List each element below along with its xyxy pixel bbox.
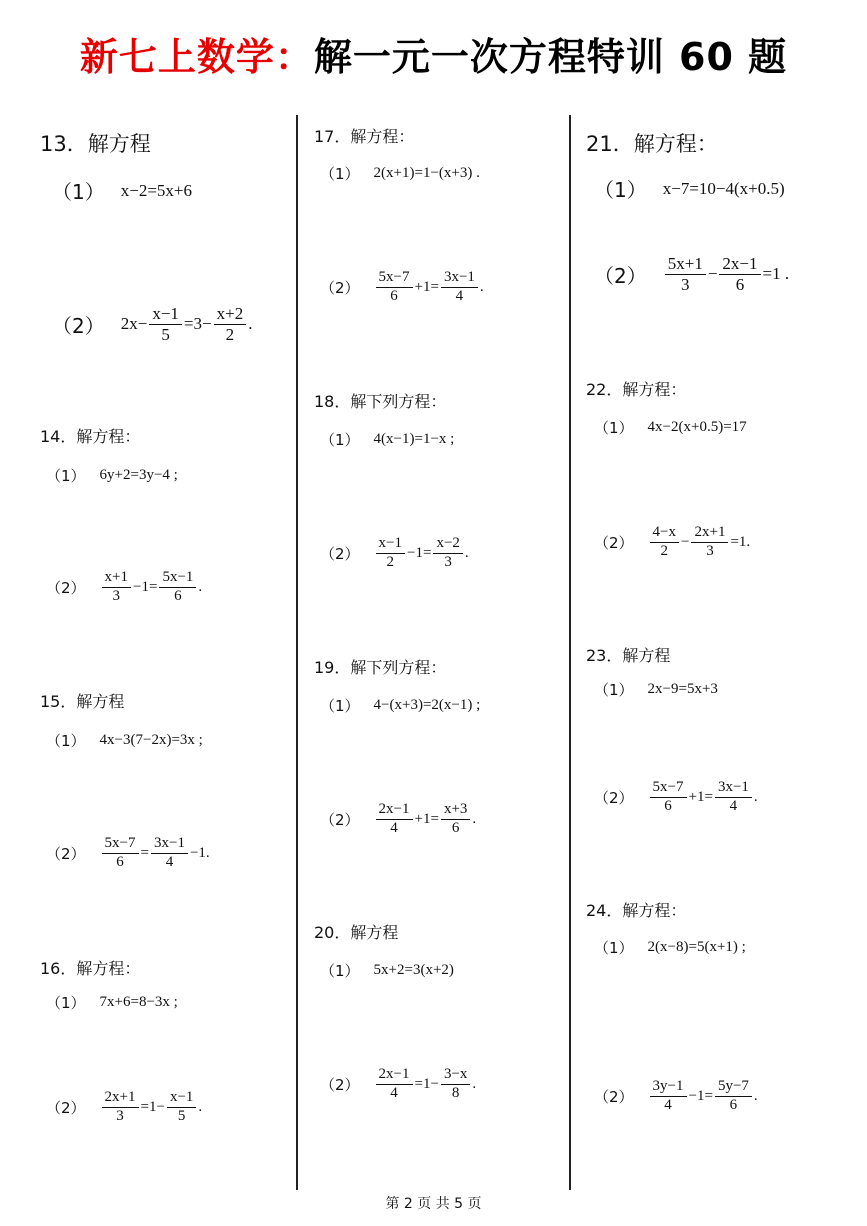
numerator: x+3 xyxy=(441,802,470,820)
equation xyxy=(648,780,758,815)
equation-text: +1= xyxy=(688,788,713,805)
column-divider-1 xyxy=(296,115,298,1190)
question-20-part-1 xyxy=(320,960,454,981)
question-17-part-1 xyxy=(320,163,480,184)
equation xyxy=(100,1090,203,1125)
equation-text: = xyxy=(140,844,149,861)
fraction xyxy=(665,255,706,294)
denominator: 6 xyxy=(729,1096,738,1113)
fraction xyxy=(441,1067,470,1102)
fraction xyxy=(376,1067,413,1102)
equation xyxy=(648,525,751,560)
denominator: 4 xyxy=(455,287,464,304)
part-number: （1） xyxy=(594,681,634,699)
question-14-heading: 14．解方程： xyxy=(40,427,141,446)
question-16-heading: 16．解方程： xyxy=(40,959,141,978)
denominator: 2 xyxy=(660,542,669,559)
question-18-part-1 xyxy=(320,429,454,450)
title-black-part: 解一元一次方程特训 60 题 xyxy=(313,35,788,79)
part-number: （2） xyxy=(320,810,360,829)
equation-text: =1− xyxy=(414,1075,439,1092)
denominator: 6 xyxy=(390,287,398,304)
equation xyxy=(100,570,203,605)
equation: 5x+2=3(x+2) xyxy=(373,962,454,978)
denominator: 4 xyxy=(664,1096,672,1113)
numerator: 5x−1 xyxy=(159,570,196,588)
fraction xyxy=(715,1079,752,1114)
equation-text: −1= xyxy=(688,1087,713,1104)
equation xyxy=(648,1079,758,1114)
part-number: （2） xyxy=(320,544,360,563)
numerator: x−2 xyxy=(433,536,462,554)
numerator: 5x−7 xyxy=(650,780,687,798)
equation xyxy=(121,305,253,344)
part-number: （2） xyxy=(46,578,86,597)
question-23-heading: 23．解方程 xyxy=(586,646,671,665)
denominator: 5 xyxy=(177,1107,186,1124)
equation xyxy=(663,255,789,294)
page-title xyxy=(0,35,867,79)
part-number: （2） xyxy=(594,533,634,552)
equation-text: =1. xyxy=(730,533,751,550)
numerator: 5x−7 xyxy=(102,836,139,854)
part-number: （1） xyxy=(320,697,360,715)
equation xyxy=(374,802,477,837)
denominator: 6 xyxy=(735,274,745,294)
equation-text: =1− xyxy=(140,1098,165,1115)
question-18-part-2 xyxy=(320,536,469,571)
equation: 7x+6=8−3x ; xyxy=(99,994,178,1010)
question-23-part-1 xyxy=(594,679,718,700)
part-number: （1） xyxy=(594,939,634,957)
denominator: 6 xyxy=(664,797,672,814)
part-number: （1） xyxy=(320,165,360,183)
question-14-part-1 xyxy=(46,465,178,486)
fraction xyxy=(159,570,196,605)
part-number: （2） xyxy=(320,278,360,297)
numerator: x−1 xyxy=(167,1090,196,1108)
question-23-part-2 xyxy=(594,780,758,815)
equation: 4x−2(x+0.5)=17 xyxy=(647,419,747,435)
fraction xyxy=(650,1079,687,1114)
denominator: 4 xyxy=(165,853,174,870)
fraction xyxy=(102,1090,139,1125)
question-15-part-1 xyxy=(46,730,203,751)
denominator: 2 xyxy=(225,324,235,344)
equation-text: . xyxy=(472,810,477,827)
part-number: （1） xyxy=(52,180,105,204)
part-number: （2） xyxy=(594,788,634,807)
part-number: （1） xyxy=(594,419,634,437)
part-number: （2） xyxy=(320,1075,360,1094)
numerator: x+1 xyxy=(102,570,131,588)
numerator: 2x−1 xyxy=(719,255,760,275)
numerator: 3x−1 xyxy=(441,270,478,288)
question-13-heading: 13．解方程 xyxy=(40,132,151,156)
equation-text: −1= xyxy=(133,578,158,595)
equation-text: −1. xyxy=(189,844,210,861)
numerator: x+2 xyxy=(214,305,247,325)
denominator: 2 xyxy=(386,553,395,570)
question-24-part-2 xyxy=(594,1079,758,1114)
equation-text: 2x− xyxy=(120,314,148,334)
equation: 2(x+1)=1−(x+3) . xyxy=(373,165,480,181)
equation-text: +1= xyxy=(414,810,439,827)
fraction xyxy=(441,270,478,305)
equation xyxy=(374,1067,477,1102)
part-number: （2） xyxy=(52,313,105,338)
equation-text: . xyxy=(198,1098,203,1115)
equation: 2x−9=5x+3 xyxy=(647,681,718,697)
question-20-part-2 xyxy=(320,1067,476,1102)
equation xyxy=(100,836,210,871)
denominator: 6 xyxy=(174,587,182,604)
numerator: 5x+1 xyxy=(665,255,706,275)
denominator: 3 xyxy=(706,542,714,559)
equation-text: − xyxy=(707,264,718,284)
fraction xyxy=(102,836,139,871)
numerator: 3−x xyxy=(441,1067,470,1085)
part-number: （1） xyxy=(320,431,360,449)
question-13-part-1 xyxy=(52,176,192,205)
denominator: 4 xyxy=(729,797,738,814)
question-17-heading: 17．解方程： xyxy=(314,127,415,146)
equation xyxy=(374,536,469,571)
part-number: （1） xyxy=(594,178,647,202)
numerator: x−1 xyxy=(376,536,405,554)
question-16-part-1 xyxy=(46,992,178,1013)
equation-text: =1 . xyxy=(762,264,790,284)
fraction xyxy=(376,536,405,571)
numerator: 5y−7 xyxy=(715,1079,752,1097)
question-19-part-2 xyxy=(320,802,476,837)
title-red-part: 新七上数学： xyxy=(79,35,314,79)
question-17-part-2 xyxy=(320,270,484,305)
equation: 4x−3(7−2x)=3x ; xyxy=(99,732,203,748)
equation-text: +1= xyxy=(414,278,439,295)
equation: 4(x−1)=1−x ; xyxy=(373,431,455,447)
question-22-part-1 xyxy=(594,417,747,438)
part-number: （2） xyxy=(46,1098,86,1117)
equation: 6y+2=3y−4 ; xyxy=(99,467,178,483)
question-21-part-2 xyxy=(594,255,789,294)
column-divider-2 xyxy=(569,115,571,1190)
equation-text: . xyxy=(479,278,484,295)
equation-text: . xyxy=(198,578,203,595)
denominator: 8 xyxy=(451,1084,460,1101)
fraction xyxy=(102,570,131,605)
denominator: 5 xyxy=(161,324,170,344)
part-number: （1） xyxy=(46,732,86,750)
part-number: （1） xyxy=(320,962,360,980)
numerator: 2x+1 xyxy=(691,525,728,543)
equation: 4−(x+3)=2(x−1) ; xyxy=(373,697,481,713)
question-22-heading: 22．解方程： xyxy=(586,380,687,399)
equation-text: . xyxy=(464,544,469,561)
question-24-heading: 24．解方程： xyxy=(586,901,687,920)
numerator: 4−x xyxy=(650,525,679,543)
denominator: 6 xyxy=(116,853,124,870)
equation xyxy=(374,270,484,305)
equation-text: . xyxy=(753,788,758,805)
denominator: 4 xyxy=(390,819,398,836)
question-15-heading: 15．解方程 xyxy=(40,692,125,711)
question-19-part-1 xyxy=(320,695,480,716)
fraction xyxy=(441,802,470,837)
equation: 2(x−8)=5(x+1) ; xyxy=(647,939,746,955)
fraction xyxy=(151,836,188,871)
fraction xyxy=(149,305,182,344)
denominator: 4 xyxy=(390,1084,398,1101)
equation-text: . xyxy=(753,1087,758,1104)
question-21-part-1 xyxy=(594,174,785,203)
question-21-heading: 21．解方程： xyxy=(586,132,718,156)
part-number: （2） xyxy=(46,844,86,863)
fraction xyxy=(691,525,728,560)
equation-text: −1= xyxy=(407,544,432,561)
denominator: 3 xyxy=(444,553,452,570)
denominator: 6 xyxy=(451,819,460,836)
question-15-part-2 xyxy=(46,836,210,871)
question-16-part-2 xyxy=(46,1090,202,1125)
fraction xyxy=(167,1090,196,1125)
fraction xyxy=(715,780,752,815)
numerator: 5x−7 xyxy=(376,270,413,288)
denominator: 3 xyxy=(116,1107,124,1124)
fraction xyxy=(650,780,687,815)
equation-text: . xyxy=(472,1075,477,1092)
question-13-part-2 xyxy=(52,305,252,344)
equation: x−7=10−4(x+0.5) xyxy=(662,178,785,198)
fraction xyxy=(650,525,679,560)
question-14-part-2 xyxy=(46,570,202,605)
numerator: 3x−1 xyxy=(151,836,188,854)
numerator: 2x−1 xyxy=(376,802,413,820)
fraction xyxy=(214,305,247,344)
part-number: （2） xyxy=(594,263,647,288)
part-number: （2） xyxy=(594,1087,634,1106)
denominator: 3 xyxy=(112,587,121,604)
fraction xyxy=(719,255,760,294)
numerator: x−1 xyxy=(149,305,182,325)
part-number: （1） xyxy=(46,467,86,485)
numerator: 2x+1 xyxy=(102,1090,139,1108)
equation: x−2=5x+6 xyxy=(120,180,192,200)
question-24-part-1 xyxy=(594,937,746,958)
equation-text: − xyxy=(681,533,690,550)
fraction xyxy=(433,536,462,571)
equation-text: . xyxy=(248,314,253,334)
fraction xyxy=(376,802,413,837)
numerator: 2x−1 xyxy=(376,1067,413,1085)
question-18-heading: 18．解下列方程： xyxy=(314,392,447,411)
numerator: 3x−1 xyxy=(715,780,752,798)
fraction xyxy=(376,270,413,305)
question-22-part-2 xyxy=(594,525,750,560)
page-footer: 第 2 页 共 5 页 xyxy=(385,1196,482,1212)
part-number: （1） xyxy=(46,994,86,1012)
question-19-heading: 19．解下列方程： xyxy=(314,658,447,677)
equation-text: =3− xyxy=(183,314,212,334)
numerator: 3y−1 xyxy=(650,1079,687,1097)
question-20-heading: 20．解方程 xyxy=(314,923,399,942)
denominator: 3 xyxy=(681,274,690,294)
